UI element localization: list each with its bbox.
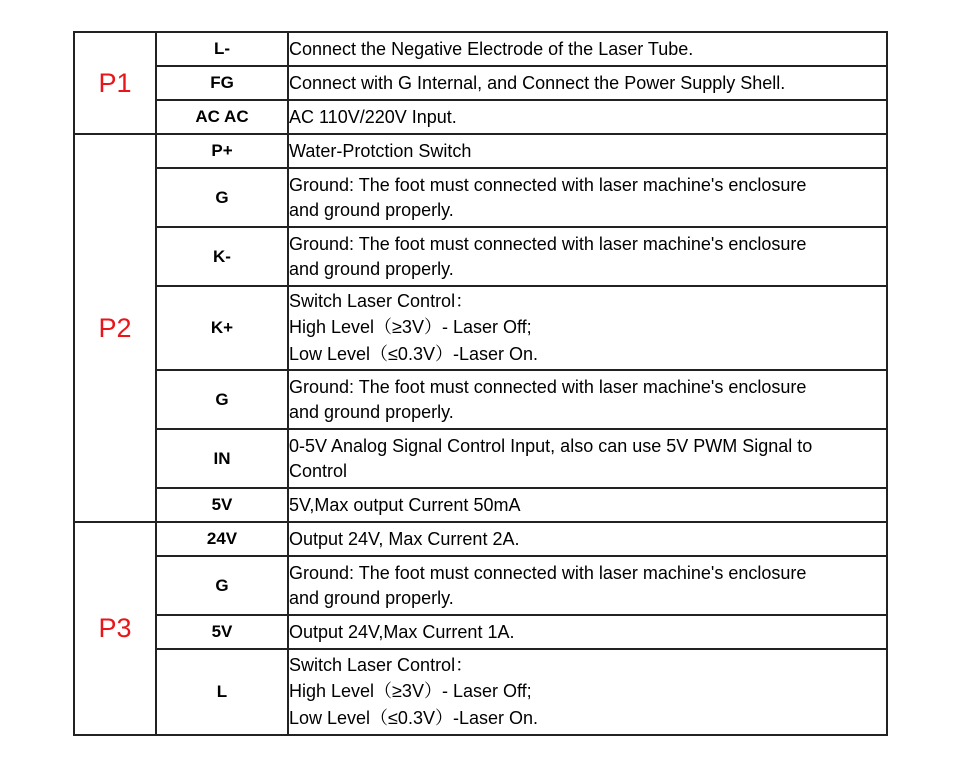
pin-description bbox=[288, 649, 887, 735]
pin-name: 5V bbox=[156, 488, 288, 522]
pin-name: L bbox=[156, 649, 288, 735]
pin-name: K- bbox=[156, 227, 288, 286]
pin-name: AC AC bbox=[156, 100, 288, 134]
pin-description bbox=[288, 370, 887, 429]
group-label-p1: P1 bbox=[74, 32, 156, 134]
description-line: and ground properly. bbox=[289, 199, 454, 220]
description-line: 0-5V Analog Signal Control Input, also can use 5V PWM Signal to bbox=[289, 435, 813, 456]
pin-name: P+ bbox=[156, 134, 288, 168]
description-line: Control bbox=[289, 460, 348, 481]
description-line: 5V,Max output Current 50mA bbox=[289, 494, 521, 515]
table-row bbox=[74, 370, 887, 429]
pin-name: G bbox=[156, 556, 288, 615]
group-label-p3: P3 bbox=[74, 522, 156, 735]
pin-description bbox=[288, 429, 887, 488]
table-row bbox=[74, 429, 887, 488]
table-row bbox=[74, 32, 887, 66]
description-line: Ground: The foot must connected with laser machine's enclosure bbox=[289, 174, 807, 195]
pin-name: K+ bbox=[156, 286, 288, 370]
description-line: Ground: The foot must connected with laser machine's enclosure bbox=[289, 376, 807, 397]
pin-description bbox=[288, 100, 887, 134]
table-row bbox=[74, 556, 887, 615]
pin-description bbox=[288, 227, 887, 286]
description-line: Water-Protction Switch bbox=[289, 140, 472, 161]
table-row bbox=[74, 615, 887, 649]
description-line: and ground properly. bbox=[289, 587, 454, 608]
table-row bbox=[74, 100, 887, 134]
pin-description bbox=[288, 32, 887, 66]
table-row bbox=[74, 168, 887, 227]
pin-description bbox=[288, 286, 887, 370]
pin-description bbox=[288, 168, 887, 227]
pin-description bbox=[288, 134, 887, 168]
description-line: AC 110V/220V Input. bbox=[289, 106, 457, 127]
pin-description bbox=[288, 522, 887, 556]
description-line: Connect the Negative Electrode of the Laser Tube. bbox=[289, 38, 694, 59]
description-line: and ground properly. bbox=[289, 258, 454, 279]
pin-description-table bbox=[73, 31, 888, 736]
description-line: Low Level（≤0.3V）-Laser On. bbox=[289, 343, 538, 364]
table-row bbox=[74, 488, 887, 522]
table-row bbox=[74, 227, 887, 286]
description-line: and ground properly. bbox=[289, 401, 454, 422]
pin-description bbox=[288, 556, 887, 615]
description-line: High Level（≥3V）- Laser Off; bbox=[289, 316, 532, 337]
description-line: Output 24V,Max Current 1A. bbox=[289, 621, 515, 642]
table-row bbox=[74, 649, 887, 735]
table-row bbox=[74, 66, 887, 100]
pin-description bbox=[288, 615, 887, 649]
pin-name: G bbox=[156, 168, 288, 227]
description-line: Connect with G Internal, and Connect the Power Supply Shell. bbox=[289, 72, 786, 93]
pin-name: IN bbox=[156, 429, 288, 488]
description-line: Switch Laser Control： bbox=[289, 654, 474, 675]
pin-name: L- bbox=[156, 32, 288, 66]
table-row bbox=[74, 286, 887, 370]
table-row bbox=[74, 134, 887, 168]
pin-description bbox=[288, 488, 887, 522]
pin-name: FG bbox=[156, 66, 288, 100]
description-line: Output 24V, Max Current 2A. bbox=[289, 528, 520, 549]
group-label-p2: P2 bbox=[74, 134, 156, 522]
pin-description bbox=[288, 66, 887, 100]
description-line: Ground: The foot must connected with laser machine's enclosure bbox=[289, 233, 807, 254]
description-line: Switch Laser Control： bbox=[289, 290, 474, 311]
table-row bbox=[74, 522, 887, 556]
pin-name: 5V bbox=[156, 615, 288, 649]
description-line: High Level（≥3V）- Laser Off; bbox=[289, 680, 532, 701]
description-line: Low Level（≤0.3V）-Laser On. bbox=[289, 707, 538, 728]
pin-name: 24V bbox=[156, 522, 288, 556]
description-line: Ground: The foot must connected with laser machine's enclosure bbox=[289, 562, 807, 583]
pin-name: G bbox=[156, 370, 288, 429]
